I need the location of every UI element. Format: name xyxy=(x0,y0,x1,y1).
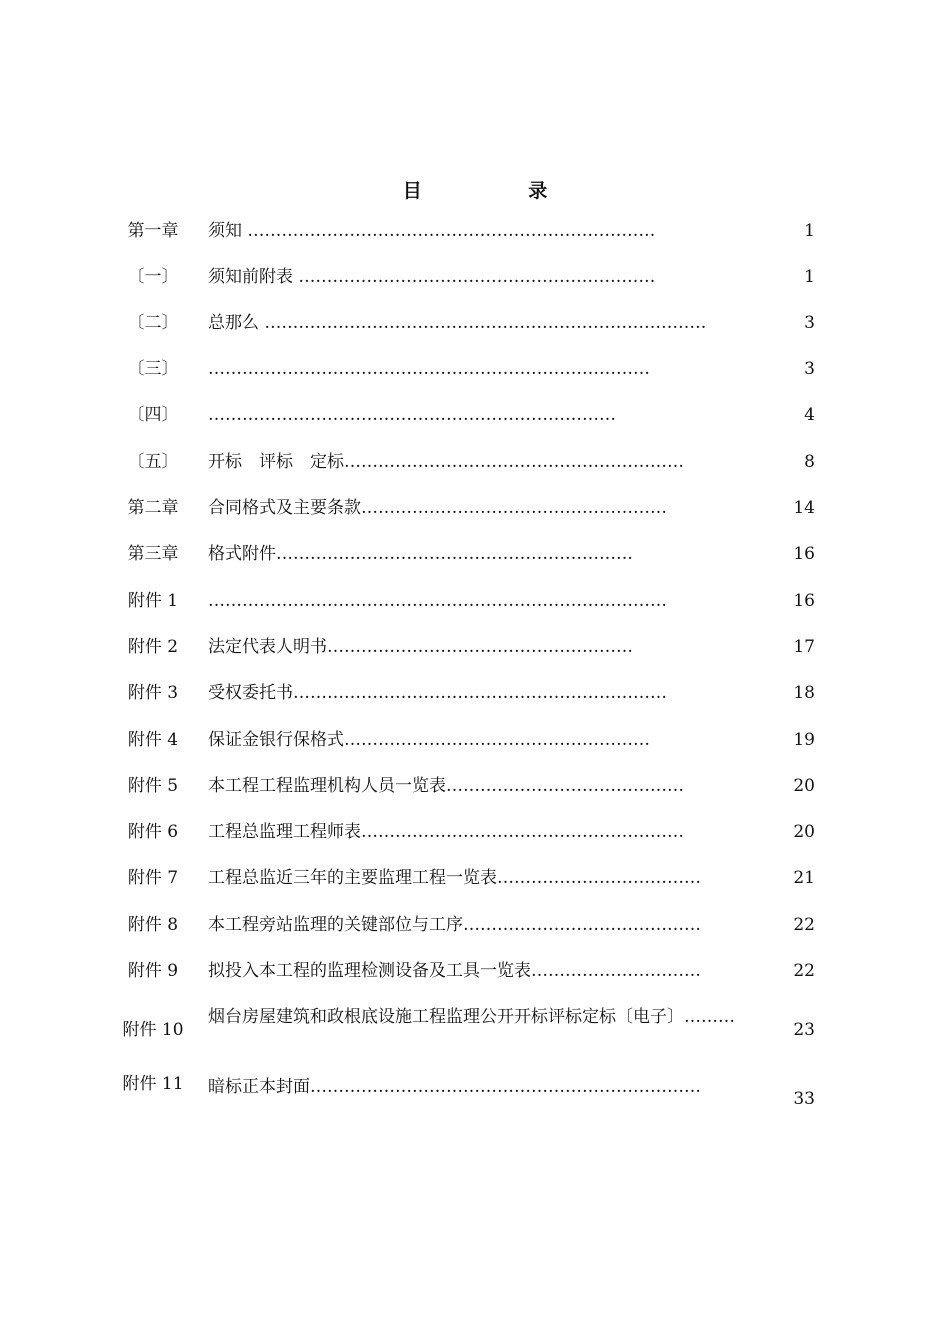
entry-page: 3 xyxy=(804,313,815,333)
entry-number: 附件 7 xyxy=(127,868,179,888)
entry-page: 20 xyxy=(793,822,815,842)
entry-number: 附件 1 xyxy=(127,591,179,611)
entry-number: 附件 10 xyxy=(122,1020,184,1040)
entry-text: 受权委托书………………………………………………………… xyxy=(208,683,667,703)
entry-text: 工程总监理工程师表………………………………………………… xyxy=(208,822,684,842)
entry-text: 工程总监近三年的主要监理工程一览表……………………………… xyxy=(208,868,701,888)
entry-text: 开标 评标 定标…………………………………………………… xyxy=(208,452,684,472)
entry-page: 1 xyxy=(804,221,815,241)
entry-page: 20 xyxy=(793,776,815,796)
entry-number: 附件 6 xyxy=(127,822,179,842)
entry-number: 附件 3 xyxy=(127,683,179,703)
entry-number: 附件 8 xyxy=(127,915,179,935)
entry-number: 〔五〕 xyxy=(127,452,179,472)
entry-page: 21 xyxy=(793,868,815,888)
entry-number: 第三章 xyxy=(127,544,179,564)
entry-text: ……………………………………………………………… xyxy=(208,405,616,425)
entry-text: 保证金银行保格式……………………………………………… xyxy=(208,730,650,750)
entry-text: ……………………………………………………………………… xyxy=(208,591,667,611)
entry-page: 18 xyxy=(793,683,815,703)
entry-page: 3 xyxy=(804,359,815,379)
entry-page: 23 xyxy=(793,1020,815,1040)
entry-text: 总那么 …………………………………………………………………… xyxy=(208,313,707,333)
entry-number: 第一章 xyxy=(127,221,179,241)
entry-page: 1 xyxy=(804,267,815,287)
entry-text: 合同格式及主要条款……………………………………………… xyxy=(208,498,667,518)
entry-page: 14 xyxy=(793,498,815,518)
entry-page: 22 xyxy=(793,961,815,981)
entry-number: 附件 9 xyxy=(127,961,179,981)
entry-number: 附件 11 xyxy=(122,1074,184,1094)
entry-text: 法定代表人明书……………………………………………… xyxy=(208,637,633,657)
entry-page: 16 xyxy=(793,544,815,564)
entry-number: 附件 2 xyxy=(127,637,179,657)
entry-number: 附件 5 xyxy=(127,776,179,796)
entry-page: 22 xyxy=(793,915,815,935)
entry-text: 须知 ……………………………………………………………… xyxy=(208,221,656,241)
entry-text: 本工程旁站监理的关键部位与工序…………………………………… xyxy=(208,915,701,935)
entry-page: 8 xyxy=(804,452,815,472)
entry-number: 第二章 xyxy=(127,498,179,518)
entry-text: 格式附件……………………………………………………… xyxy=(208,544,633,564)
entry-text: 须知前附表 ……………………………………………………… xyxy=(208,267,656,287)
entry-number: 附件 4 xyxy=(127,730,179,750)
entry-number: 〔一〕 xyxy=(127,267,179,287)
entry-page: 19 xyxy=(793,730,815,750)
toc-title: 目 录 xyxy=(402,180,598,202)
entry-page: 17 xyxy=(793,637,815,657)
entry-page: 33 xyxy=(793,1089,815,1109)
entry-number: 〔四〕 xyxy=(127,405,179,425)
entry-page: 16 xyxy=(793,591,815,611)
entry-text: 烟台房屋建筑和政根底设施工程监理公开开标评标定标〔电子〕……… xyxy=(208,1007,735,1027)
entry-number: 〔二〕 xyxy=(127,313,179,333)
entry-page: 4 xyxy=(804,405,815,425)
entry-text: 暗标正本封面…………………………………………………………… xyxy=(208,1077,701,1097)
entry-text: …………………………………………………………………… xyxy=(208,359,650,379)
entry-text: 拟投入本工程的监理检测设备及工具一览表………………………… xyxy=(208,961,701,981)
entry-number: 〔三〕 xyxy=(127,359,179,379)
entry-text: 本工程工程监理机构人员一览表…………………………………… xyxy=(208,776,684,796)
